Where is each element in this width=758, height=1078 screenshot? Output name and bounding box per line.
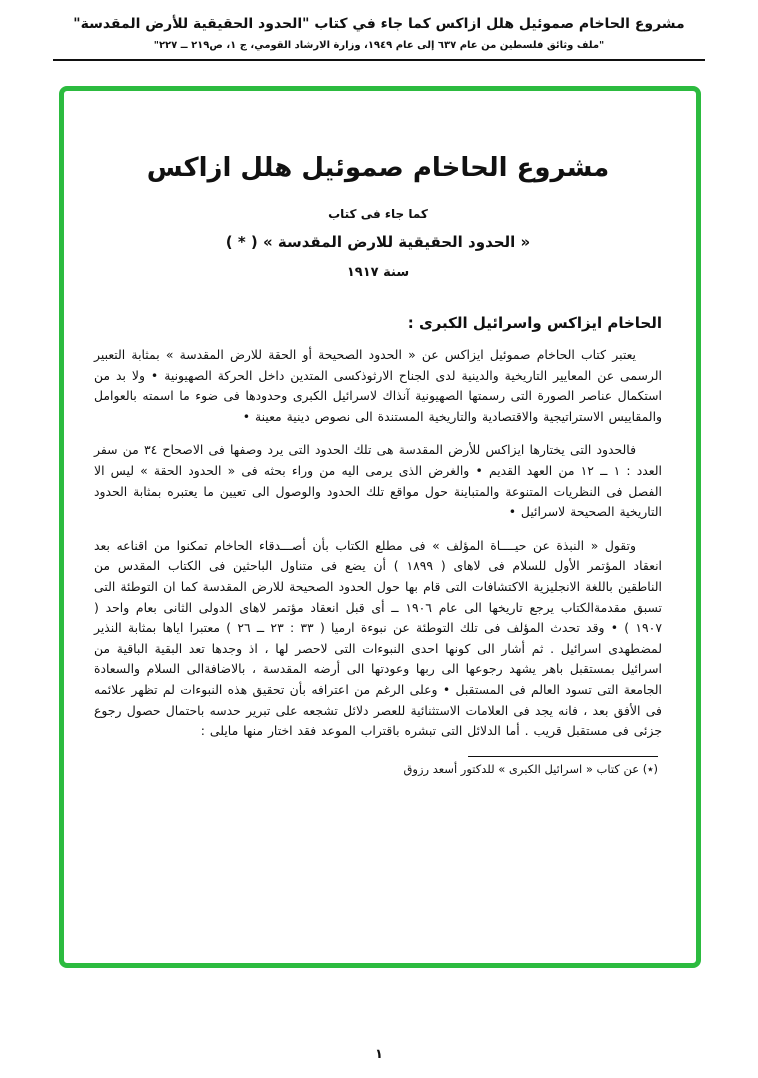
footnote-text: (٭) عن كتاب « اسرائيل الكبرى » للدكتور أسعد رزوق <box>403 761 658 776</box>
page-number: ١ <box>375 1047 383 1062</box>
year-line: سنة ١٩١٧ <box>346 265 410 280</box>
section-heading: الحاخام ايزاكس واسرائيل الكبرى : <box>407 314 662 332</box>
page-header <box>0 0 758 61</box>
annotation-border-box <box>59 86 701 968</box>
paragraph: يعتبر كتاب الحاخام صموئيل ايزاكس عن « الحدود الصحيحة أو الحقة للارض المقدسة » بمثابة التعبير الرسمى عن المعايير التاريخية والدينية لدى الجناح الارثوذكسى المتدين داخل الحركة الصهيونية • ولا بد من استكمال عناصر الصورة التى رسمتها الصهيونية آنذاك لاسرائيل الكبرى وحدودها فى ضوء ما اسمته بالعوامل والمقاييس الاستراتيجية والاقتصادية والتاريخية المستندة الى نصوص دينية معينة • <box>94 347 662 424</box>
document-title: مشروع الحاخام صموئيل هلل ازاكس <box>146 153 610 183</box>
header-source-line: "ملف وثائق فلسطين من عام ٦٣٧ إلى عام ١٩٤٩، وزارة الارشاد القومي، ج ١، ص٢١٩ ــ ٢٢٧" <box>153 40 605 51</box>
footnote-divider <box>468 756 658 757</box>
paragraph: فالحدود التى يختارها ايزاكس للأرض المقدسة هى تلك الحدود التى يرد وصفها فى الاصحاح ٣٤ من سفر العدد : ١ ــ ١٢ من العهد القديم • والغرض الذى يرمى اليه من وراء بحثه فى « الحدود الحقة » ليس الا الفصل فى النظريات المتنوعة والمتباينة حول مواقع تلك الحدود والوصول الى تعيين ما يعتبره بمثابة الحدود التاريخية الصحيحة لاسرائيل • <box>94 442 662 520</box>
header-divider <box>53 59 705 61</box>
paragraph: وتقول « النبذة عن حيــــاة المؤلف » فى مطلع الكتاب بأن أصـــدقاء الحاخام تمكنوا من اقناعه بعد انعقاد المؤتمر الأول للسلام فى لاهاى ( ١٨٩٩ ) أن يضع فى متناول الباحثين فى الكتاب المقدس من الناطقين باللغة الانجليزية الاكتشافات التى قام بها حول الحدود الصحيحة للارض المقدسة كما ان التوطئة التى تسبق مقدمةالكتاب يرجع تاريخها الى عام ١٩٠٦ ــ أى قبل انعقاد مؤتمر لاهاى الدولى الثانى بعام واحد ( ١٩٠٧ ) • وقد تحدث المؤلف فى تلك التوطئة عن نبوءة ارميا ( ٣٣ : ٢٣ ــ ٢٦ ) معتبرا اياها بمثابة النذير لمضطهدى اسرائيل . ثم أشار الى كونها احدى النبوءات التى لاحصر لها ، اذ وجدها تعد البقية الباقية من اسرائيل بمستقبل باهر يشهد رجوعها الى ربها وعودتها الى أرضه المقدسة ، بالاضافةالى السلام والسعادة الجامعة التى تسود العالم فى المستقبل • وعلى الرغم من اعترافه بأن تحقيق هذه النبوءات لم تظهر علائمه فى الأفق بعد ، فانه يجد فى العلامات الاستثنائية للعصر دلائل تشجعه على تبرير حدسه باحتمال حصول رجوع جزئى فى مستقبل قريب . أما الدلائل التى تبشره باقتراب الموعد فقد اختار منها مايلى : <box>94 537 663 739</box>
document-subtitle: كما جاء فى كتاب <box>328 207 428 221</box>
header-title-line: مشروع الحاخام صموئيل هلل ازاكس كما جاء في كتاب "الحدود الحقيقية للأرض المقدسة" <box>73 16 685 32</box>
book-title-line: « الحدود الحقيقية للارض المقدسة » ( * ) <box>225 233 531 251</box>
